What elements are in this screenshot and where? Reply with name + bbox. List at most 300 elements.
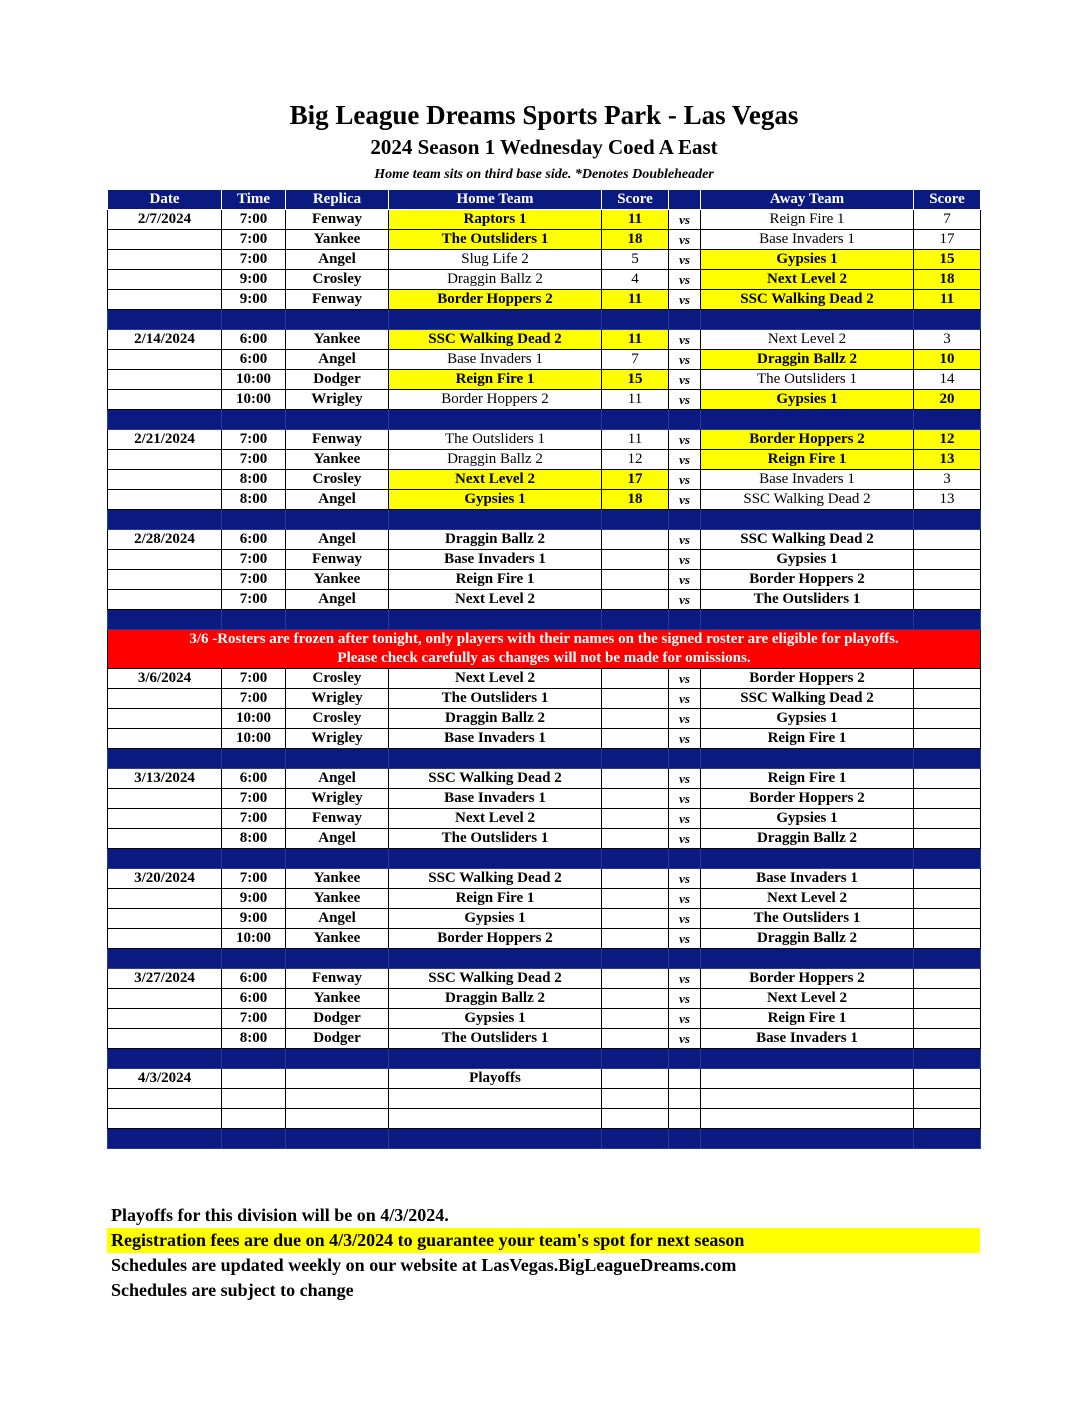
page-note: Home team sits on third base side. *Denotes Doubleheader bbox=[374, 167, 714, 182]
game-row bbox=[108, 969, 981, 989]
separator-cell bbox=[669, 1049, 701, 1069]
home-team-cell: Draggin Ballz 2 bbox=[389, 450, 602, 470]
field-cell: Yankee bbox=[286, 450, 389, 470]
separator-cell bbox=[389, 1129, 602, 1149]
game-row bbox=[108, 470, 981, 490]
field-cell: Fenway bbox=[286, 210, 389, 230]
field-cell: Yankee bbox=[286, 869, 389, 889]
game-row bbox=[108, 530, 981, 550]
separator-cell bbox=[108, 1049, 222, 1069]
home-team-cell: Border Hoppers 2 bbox=[389, 290, 602, 310]
away-score-cell bbox=[914, 1029, 981, 1049]
date-cell: 3/13/2024 bbox=[108, 769, 222, 789]
separator-cell bbox=[602, 610, 669, 630]
time-cell: 7:00 bbox=[222, 1009, 286, 1029]
game-row bbox=[108, 210, 981, 230]
home-score-cell bbox=[602, 769, 669, 789]
home-team-cell: Draggin Ballz 2 bbox=[389, 530, 602, 550]
game-row bbox=[108, 450, 981, 470]
vs-cell: vs bbox=[669, 809, 701, 829]
game-row bbox=[108, 290, 981, 310]
week-separator-row bbox=[108, 410, 981, 430]
game-row bbox=[108, 570, 981, 590]
home-score-cell bbox=[602, 1089, 669, 1109]
game-row bbox=[108, 370, 981, 390]
separator-cell bbox=[701, 749, 914, 769]
separator-cell bbox=[108, 849, 222, 869]
game-row bbox=[108, 769, 981, 789]
vs-cell: vs bbox=[669, 350, 701, 370]
column-header: Time bbox=[222, 190, 286, 210]
date-cell bbox=[108, 390, 222, 410]
home-team-cell: Base Invaders 1 bbox=[389, 789, 602, 809]
field-cell: Fenway bbox=[286, 809, 389, 829]
home-score-cell: 11 bbox=[602, 210, 669, 230]
time-cell: 7:00 bbox=[222, 550, 286, 570]
separator-cell bbox=[669, 749, 701, 769]
away-team-cell: Border Hoppers 2 bbox=[701, 430, 914, 450]
away-score-cell bbox=[914, 829, 981, 849]
away-score-cell bbox=[914, 1109, 981, 1129]
separator-cell bbox=[914, 749, 981, 769]
home-score-cell: 11 bbox=[602, 390, 669, 410]
vs-cell: vs bbox=[669, 490, 701, 510]
away-score-cell: 13 bbox=[914, 490, 981, 510]
away-score-cell: 3 bbox=[914, 330, 981, 350]
vs-cell: vs bbox=[669, 390, 701, 410]
game-row bbox=[108, 729, 981, 749]
home-score-cell: 4 bbox=[602, 270, 669, 290]
date-cell: 3/20/2024 bbox=[108, 869, 222, 889]
home-score-cell bbox=[602, 709, 669, 729]
home-score-cell bbox=[602, 829, 669, 849]
home-team-cell: Next Level 2 bbox=[389, 590, 602, 610]
separator-cell bbox=[602, 410, 669, 430]
week-separator-row bbox=[108, 1129, 981, 1149]
vs-cell: vs bbox=[669, 470, 701, 490]
field-cell bbox=[286, 1069, 389, 1089]
vs-cell: vs bbox=[669, 1009, 701, 1029]
time-cell: 7:00 bbox=[222, 789, 286, 809]
home-score-cell bbox=[602, 570, 669, 590]
field-cell: Angel bbox=[286, 909, 389, 929]
time-cell: 7:00 bbox=[222, 669, 286, 689]
away-score-cell bbox=[914, 530, 981, 550]
separator-cell bbox=[669, 849, 701, 869]
time-cell: 9:00 bbox=[222, 290, 286, 310]
home-team-cell: Gypsies 1 bbox=[389, 909, 602, 929]
home-team-cell: Draggin Ballz 2 bbox=[389, 989, 602, 1009]
field-cell: Crosley bbox=[286, 669, 389, 689]
separator-cell bbox=[669, 410, 701, 430]
away-score-cell bbox=[914, 769, 981, 789]
separator-cell bbox=[701, 1049, 914, 1069]
away-team-cell: Gypsies 1 bbox=[701, 550, 914, 570]
field-cell: Yankee bbox=[286, 929, 389, 949]
time-cell: 8:00 bbox=[222, 1029, 286, 1049]
game-row bbox=[108, 869, 981, 889]
separator-cell bbox=[914, 1129, 981, 1149]
home-score-cell: 11 bbox=[602, 430, 669, 450]
separator-cell bbox=[286, 1129, 389, 1149]
separator-cell bbox=[914, 410, 981, 430]
time-cell: 7:00 bbox=[222, 689, 286, 709]
home-score-cell: 5 bbox=[602, 250, 669, 270]
away-score-cell bbox=[914, 889, 981, 909]
separator-cell bbox=[222, 1049, 286, 1069]
separator-cell bbox=[389, 410, 602, 430]
column-header bbox=[669, 190, 701, 210]
vs-cell: vs bbox=[669, 669, 701, 689]
separator-cell bbox=[286, 610, 389, 630]
separator-cell bbox=[222, 749, 286, 769]
game-row bbox=[108, 330, 981, 350]
time-cell: 7:00 bbox=[222, 869, 286, 889]
date-cell bbox=[108, 590, 222, 610]
separator-cell bbox=[602, 1049, 669, 1069]
field-cell: Crosley bbox=[286, 470, 389, 490]
separator-cell bbox=[602, 310, 669, 330]
time-cell: 7:00 bbox=[222, 250, 286, 270]
date-cell bbox=[108, 1029, 222, 1049]
column-header: Replica bbox=[286, 190, 389, 210]
field-cell: Angel bbox=[286, 530, 389, 550]
separator-cell bbox=[222, 949, 286, 969]
separator-cell bbox=[701, 610, 914, 630]
game-row bbox=[108, 689, 981, 709]
separator-cell bbox=[701, 310, 914, 330]
game-row bbox=[108, 590, 981, 610]
time-cell: 7:00 bbox=[222, 809, 286, 829]
time-cell: 10:00 bbox=[222, 370, 286, 390]
game-row bbox=[108, 270, 981, 290]
away-team-cell: Base Invaders 1 bbox=[701, 1029, 914, 1049]
home-score-cell bbox=[602, 1029, 669, 1049]
vs-cell: vs bbox=[669, 250, 701, 270]
home-score-cell bbox=[602, 789, 669, 809]
home-team-cell bbox=[389, 1089, 602, 1109]
home-score-cell bbox=[602, 590, 669, 610]
date-cell bbox=[108, 470, 222, 490]
away-score-cell: 10 bbox=[914, 350, 981, 370]
separator-cell bbox=[286, 510, 389, 530]
vs-cell: vs bbox=[669, 570, 701, 590]
separator-cell bbox=[108, 749, 222, 769]
away-team-cell: SSC Walking Dead 2 bbox=[701, 490, 914, 510]
separator-cell bbox=[108, 610, 222, 630]
game-row bbox=[108, 1069, 981, 1089]
away-team-cell: Draggin Ballz 2 bbox=[701, 829, 914, 849]
field-cell bbox=[286, 1089, 389, 1109]
away-score-cell bbox=[914, 909, 981, 929]
separator-cell bbox=[389, 1049, 602, 1069]
game-row bbox=[108, 1029, 981, 1049]
separator-cell bbox=[222, 610, 286, 630]
field-cell: Yankee bbox=[286, 889, 389, 909]
date-cell bbox=[108, 290, 222, 310]
field-cell: Fenway bbox=[286, 969, 389, 989]
separator-cell bbox=[914, 849, 981, 869]
date-cell bbox=[108, 1109, 222, 1129]
time-cell: 10:00 bbox=[222, 929, 286, 949]
away-score-cell: 17 bbox=[914, 230, 981, 250]
home-team-cell: Draggin Ballz 2 bbox=[389, 270, 602, 290]
table-header-row bbox=[108, 190, 981, 210]
home-team-cell: SSC Walking Dead 2 bbox=[389, 330, 602, 350]
home-score-cell bbox=[602, 1069, 669, 1089]
separator-cell bbox=[108, 949, 222, 969]
footer-registration-note: Registration fees are due on 4/3/2024 to guarantee your team's spot for next season bbox=[107, 1228, 980, 1253]
time-cell: 6:00 bbox=[222, 969, 286, 989]
separator-cell bbox=[669, 310, 701, 330]
away-score-cell bbox=[914, 969, 981, 989]
time-cell: 7:00 bbox=[222, 210, 286, 230]
time-cell: 7:00 bbox=[222, 450, 286, 470]
vs-cell: vs bbox=[669, 689, 701, 709]
field-cell: Angel bbox=[286, 769, 389, 789]
away-score-cell bbox=[914, 590, 981, 610]
date-cell bbox=[108, 909, 222, 929]
field-cell: Fenway bbox=[286, 430, 389, 450]
footer-change-note: Schedules are subject to change bbox=[111, 1280, 354, 1300]
footer-playoffs-note: Playoffs for this division will be on 4/3/2024. bbox=[111, 1205, 449, 1225]
field-cell: Angel bbox=[286, 250, 389, 270]
away-team-cell: Reign Fire 1 bbox=[701, 210, 914, 230]
week-separator-row bbox=[108, 849, 981, 869]
field-cell: Dodger bbox=[286, 1009, 389, 1029]
page-title: Big League Dreams Sports Park - Las Vegas bbox=[289, 100, 799, 130]
separator-cell bbox=[701, 1129, 914, 1149]
home-score-cell bbox=[602, 809, 669, 829]
column-header: Score bbox=[602, 190, 669, 210]
away-team-cell: Gypsies 1 bbox=[701, 709, 914, 729]
field-cell: Angel bbox=[286, 490, 389, 510]
away-score-cell: 3 bbox=[914, 470, 981, 490]
game-row bbox=[108, 390, 981, 410]
away-score-cell bbox=[914, 550, 981, 570]
game-row bbox=[108, 230, 981, 250]
date-cell bbox=[108, 929, 222, 949]
game-row bbox=[108, 789, 981, 809]
separator-cell bbox=[222, 510, 286, 530]
game-row bbox=[108, 1009, 981, 1029]
vs-cell: vs bbox=[669, 1029, 701, 1049]
vs-cell: vs bbox=[669, 290, 701, 310]
time-cell: 9:00 bbox=[222, 889, 286, 909]
away-team-cell: Gypsies 1 bbox=[701, 390, 914, 410]
date-cell bbox=[108, 370, 222, 390]
vs-cell: vs bbox=[669, 370, 701, 390]
field-cell: Yankee bbox=[286, 989, 389, 1009]
home-score-cell bbox=[602, 929, 669, 949]
separator-cell bbox=[669, 510, 701, 530]
date-cell bbox=[108, 270, 222, 290]
separator-cell bbox=[602, 1129, 669, 1149]
roster-notice bbox=[108, 630, 981, 669]
separator-cell bbox=[389, 949, 602, 969]
separator-cell bbox=[914, 510, 981, 530]
away-score-cell: 14 bbox=[914, 370, 981, 390]
week-separator-row bbox=[108, 949, 981, 969]
date-cell bbox=[108, 250, 222, 270]
home-score-cell bbox=[602, 669, 669, 689]
time-cell: 7:00 bbox=[222, 570, 286, 590]
separator-cell bbox=[389, 849, 602, 869]
separator-cell bbox=[602, 749, 669, 769]
game-row bbox=[108, 889, 981, 909]
time-cell: 9:00 bbox=[222, 909, 286, 929]
footer-website-note: Schedules are updated weekly on our website at LasVegas.BigLeagueDreams.com bbox=[111, 1255, 737, 1275]
date-cell bbox=[108, 809, 222, 829]
time-cell: 7:00 bbox=[222, 590, 286, 610]
vs-cell: vs bbox=[669, 989, 701, 1009]
home-team-cell: SSC Walking Dead 2 bbox=[389, 769, 602, 789]
separator-cell bbox=[602, 849, 669, 869]
away-team-cell: Reign Fire 1 bbox=[701, 1009, 914, 1029]
field-cell bbox=[286, 1109, 389, 1129]
date-cell: 2/7/2024 bbox=[108, 210, 222, 230]
date-cell: 4/3/2024 bbox=[108, 1069, 222, 1089]
time-cell: 7:00 bbox=[222, 430, 286, 450]
away-score-cell bbox=[914, 570, 981, 590]
field-cell: Wrigley bbox=[286, 689, 389, 709]
away-team-cell: The Outsliders 1 bbox=[701, 909, 914, 929]
date-cell: 2/14/2024 bbox=[108, 330, 222, 350]
home-team-cell: The Outsliders 1 bbox=[389, 689, 602, 709]
away-team-cell: Reign Fire 1 bbox=[701, 769, 914, 789]
away-team-cell: Next Level 2 bbox=[701, 330, 914, 350]
field-cell: Angel bbox=[286, 590, 389, 610]
game-row bbox=[108, 250, 981, 270]
separator-cell bbox=[602, 510, 669, 530]
date-cell bbox=[108, 889, 222, 909]
date-cell bbox=[108, 230, 222, 250]
separator-cell bbox=[222, 310, 286, 330]
separator-cell bbox=[701, 849, 914, 869]
home-score-cell bbox=[602, 689, 669, 709]
time-cell: 10:00 bbox=[222, 729, 286, 749]
field-cell: Angel bbox=[286, 350, 389, 370]
away-team-cell: Reign Fire 1 bbox=[701, 450, 914, 470]
date-cell: 3/27/2024 bbox=[108, 969, 222, 989]
home-team-cell: Border Hoppers 2 bbox=[389, 390, 602, 410]
time-cell: 6:00 bbox=[222, 350, 286, 370]
home-score-cell: 11 bbox=[602, 330, 669, 350]
page-subtitle: 2024 Season 1 Wednesday Coed A East bbox=[370, 135, 718, 159]
game-row bbox=[108, 809, 981, 829]
away-score-cell bbox=[914, 669, 981, 689]
away-score-cell bbox=[914, 869, 981, 889]
vs-cell: vs bbox=[669, 929, 701, 949]
vs-cell: vs bbox=[669, 430, 701, 450]
time-cell: 6:00 bbox=[222, 989, 286, 1009]
separator-cell bbox=[286, 410, 389, 430]
away-score-cell: 15 bbox=[914, 250, 981, 270]
separator-cell bbox=[914, 1049, 981, 1069]
vs-cell: vs bbox=[669, 729, 701, 749]
separator-cell bbox=[286, 1049, 389, 1069]
time-cell: 8:00 bbox=[222, 829, 286, 849]
home-team-cell: Gypsies 1 bbox=[389, 1009, 602, 1029]
separator-cell bbox=[108, 510, 222, 530]
home-team-cell: Reign Fire 1 bbox=[389, 370, 602, 390]
home-score-cell: 12 bbox=[602, 450, 669, 470]
home-team-cell: Raptors 1 bbox=[389, 210, 602, 230]
home-team-cell: Base Invaders 1 bbox=[389, 729, 602, 749]
time-cell: 8:00 bbox=[222, 470, 286, 490]
field-cell: Yankee bbox=[286, 230, 389, 250]
week-separator-row bbox=[108, 310, 981, 330]
date-cell bbox=[108, 709, 222, 729]
vs-cell: vs bbox=[669, 789, 701, 809]
home-team-cell: The Outsliders 1 bbox=[389, 430, 602, 450]
time-cell: 10:00 bbox=[222, 709, 286, 729]
date-cell bbox=[108, 729, 222, 749]
week-separator-row bbox=[108, 749, 981, 769]
home-score-cell: 17 bbox=[602, 470, 669, 490]
separator-cell bbox=[701, 410, 914, 430]
time-cell: 10:00 bbox=[222, 390, 286, 410]
home-team-cell: The Outsliders 1 bbox=[389, 230, 602, 250]
date-cell bbox=[108, 350, 222, 370]
home-score-cell bbox=[602, 1109, 669, 1129]
home-score-cell bbox=[602, 729, 669, 749]
away-team-cell: Base Invaders 1 bbox=[701, 470, 914, 490]
home-score-cell: 7 bbox=[602, 350, 669, 370]
vs-cell: vs bbox=[669, 869, 701, 889]
home-score-cell: 11 bbox=[602, 290, 669, 310]
date-cell bbox=[108, 570, 222, 590]
away-team-cell: Reign Fire 1 bbox=[701, 729, 914, 749]
field-cell: Crosley bbox=[286, 709, 389, 729]
away-score-cell bbox=[914, 689, 981, 709]
home-score-cell bbox=[602, 869, 669, 889]
separator-cell bbox=[286, 310, 389, 330]
game-row bbox=[108, 1109, 981, 1129]
away-team-cell: SSC Walking Dead 2 bbox=[701, 530, 914, 550]
date-cell bbox=[108, 789, 222, 809]
vs-cell: vs bbox=[669, 889, 701, 909]
away-team-cell: SSC Walking Dead 2 bbox=[701, 689, 914, 709]
vs-cell: vs bbox=[669, 709, 701, 729]
separator-cell bbox=[914, 949, 981, 969]
home-score-cell bbox=[602, 969, 669, 989]
field-cell: Crosley bbox=[286, 270, 389, 290]
field-cell: Wrigley bbox=[286, 789, 389, 809]
away-score-cell bbox=[914, 1069, 981, 1089]
field-cell: Fenway bbox=[286, 550, 389, 570]
time-cell bbox=[222, 1089, 286, 1109]
time-cell bbox=[222, 1109, 286, 1129]
game-row bbox=[108, 669, 981, 689]
column-header: Date bbox=[108, 190, 222, 210]
away-score-cell bbox=[914, 1009, 981, 1029]
away-score-cell bbox=[914, 809, 981, 829]
away-team-cell: Base Invaders 1 bbox=[701, 230, 914, 250]
date-cell bbox=[108, 450, 222, 470]
home-team-cell bbox=[389, 1109, 602, 1129]
time-cell: 7:00 bbox=[222, 230, 286, 250]
away-team-cell: Next Level 2 bbox=[701, 270, 914, 290]
home-team-cell: Slug Life 2 bbox=[389, 250, 602, 270]
column-header: Home Team bbox=[389, 190, 602, 210]
home-score-cell: 15 bbox=[602, 370, 669, 390]
away-team-cell: Border Hoppers 2 bbox=[701, 969, 914, 989]
separator-cell bbox=[286, 749, 389, 769]
date-cell: 2/21/2024 bbox=[108, 430, 222, 450]
home-team-cell: Gypsies 1 bbox=[389, 490, 602, 510]
vs-cell: vs bbox=[669, 270, 701, 290]
